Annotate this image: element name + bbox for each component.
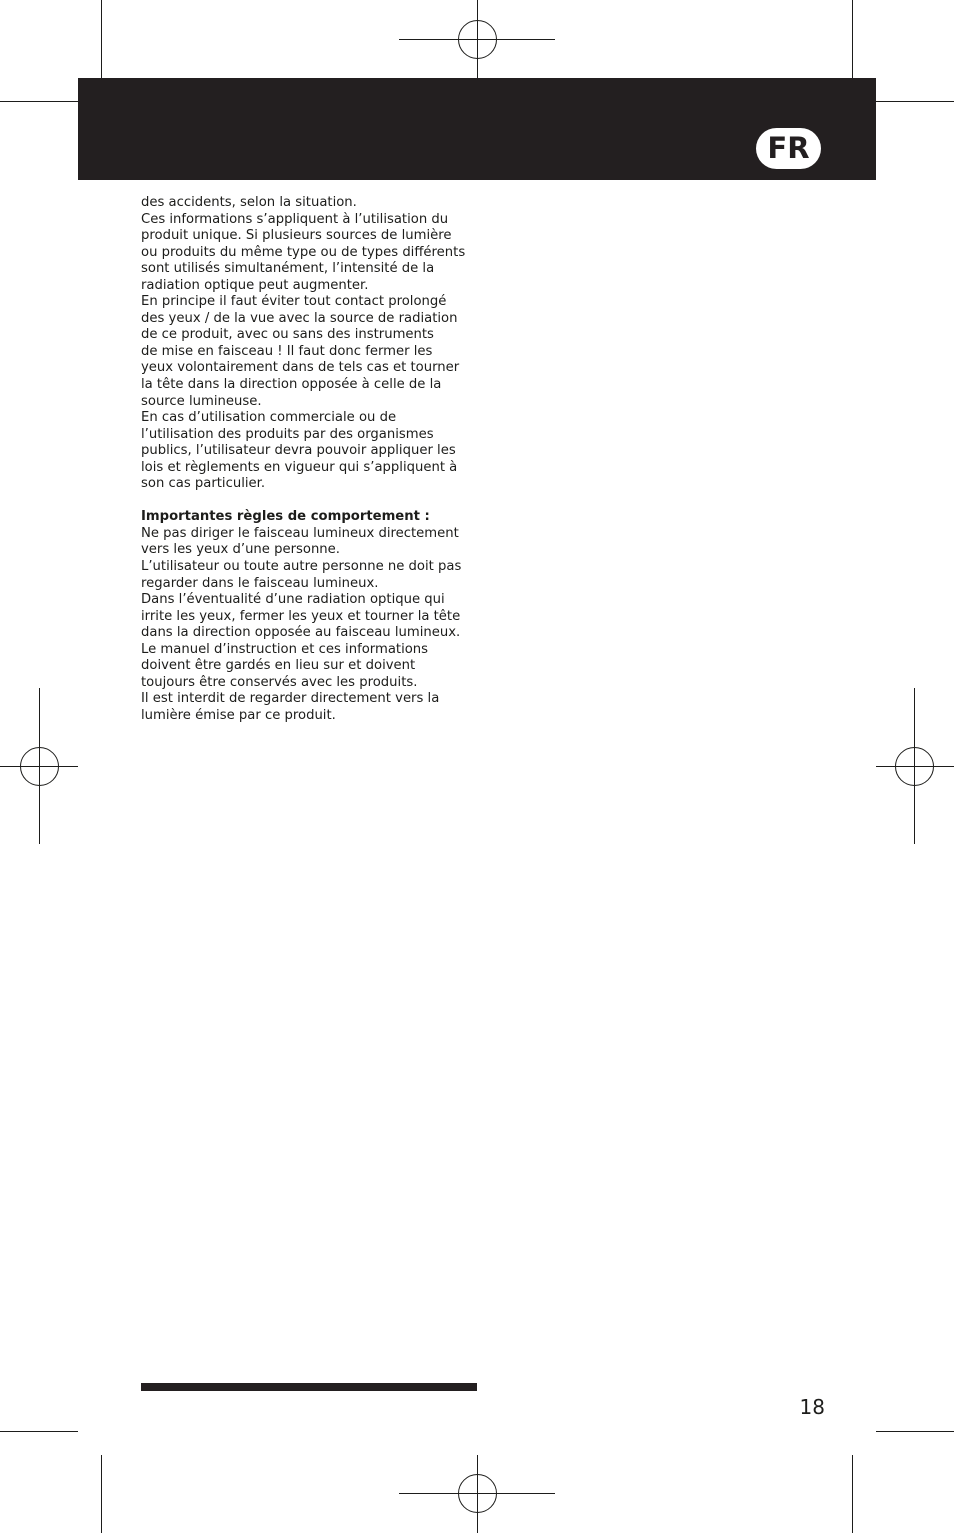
crop-line-bottom-right-horizontal	[876, 1431, 954, 1432]
footer-bar	[141, 1383, 477, 1391]
crop-line-bottom-left-vertical	[101, 1455, 102, 1533]
text-line: de ce produit, avec ou sans des instruments	[141, 327, 434, 343]
text-line: ou produits du même type ou de types différents	[141, 244, 466, 260]
rules-list	[141, 526, 481, 725]
rules-heading: Importantes règles de comportement :	[141, 509, 430, 525]
text-line: lois et règlements en vigueur qui s’appliquent à	[141, 459, 458, 475]
text-line: toujours être conservés avec les produits.	[141, 674, 418, 690]
text-line: En cas d’utilisation commerciale ou de	[141, 410, 397, 426]
text-line: En principe il faut éviter tout contact prolongé	[141, 294, 447, 310]
text-line: Ne pas diriger le faisceau lumineux directement	[141, 525, 459, 541]
text-line: la tête dans la direction opposée à celle de la	[141, 377, 442, 393]
text-line: Le manuel d’instruction et ces informations	[141, 641, 429, 657]
text-line: source lumineuse.	[141, 393, 262, 409]
page-number: 18	[799, 1395, 825, 1419]
text-line: lumière émise par ce produit.	[141, 707, 336, 723]
text-line: radiation optique peut augmenter.	[141, 277, 369, 293]
text-line: des yeux / de la vue avec la source de radiation	[141, 310, 458, 326]
registration-right-circle	[895, 747, 934, 786]
text-line: produit unique. Si plusieurs sources de lumière	[141, 228, 452, 244]
text-line: L’utilisateur ou toute autre personne ne doit pas	[141, 559, 462, 575]
text-line: sont utilisés simultanément, l’intensité de la	[141, 261, 435, 277]
crop-line-bottom-right-vertical	[852, 1455, 853, 1533]
text-line: regarder dans le faisceau lumineux.	[141, 575, 379, 591]
registration-bottom-circle	[458, 1474, 497, 1513]
body-text	[141, 195, 481, 725]
text-line: des accidents, selon la situation.	[141, 195, 357, 210]
text-line: doivent être gardés en lieu sur et doivent	[141, 658, 416, 674]
text-line: de mise en faisceau ! Il faut donc fermer les	[141, 343, 433, 359]
text-line: dans la direction opposée au faisceau lumineux.	[141, 625, 461, 641]
text-line: son cas particulier.	[141, 476, 266, 492]
registration-top-circle	[458, 20, 497, 59]
header-band	[78, 78, 876, 180]
text-line: publics, l’utilisateur devra pouvoir appliquer les	[141, 443, 456, 459]
text-line: l’utilisation des produits par des organismes	[141, 426, 434, 442]
registration-left-circle	[20, 747, 59, 786]
crop-line-top-left-vertical	[101, 0, 102, 78]
language-badge: FR	[756, 128, 821, 169]
intro-paragraphs	[141, 195, 481, 493]
text-line: Il est interdit de regarder directement vers la	[141, 691, 440, 707]
text-line: irrite les yeux, fermer les yeux et tourner la tête	[141, 608, 461, 624]
text-line: vers les yeux d’une personne.	[141, 542, 340, 558]
crop-line-top-left-horizontal	[0, 101, 78, 102]
text-line: yeux volontairement dans de tels cas et tourner	[141, 360, 460, 376]
crop-line-top-right-vertical	[852, 0, 853, 78]
text-line: Dans l’éventualité d’une radiation optique qui	[141, 592, 445, 608]
text-line: Ces informations s’appliquent à l’utilisation du	[141, 211, 449, 227]
crop-line-bottom-left-horizontal	[0, 1431, 78, 1432]
crop-line-top-right-horizontal	[876, 101, 954, 102]
